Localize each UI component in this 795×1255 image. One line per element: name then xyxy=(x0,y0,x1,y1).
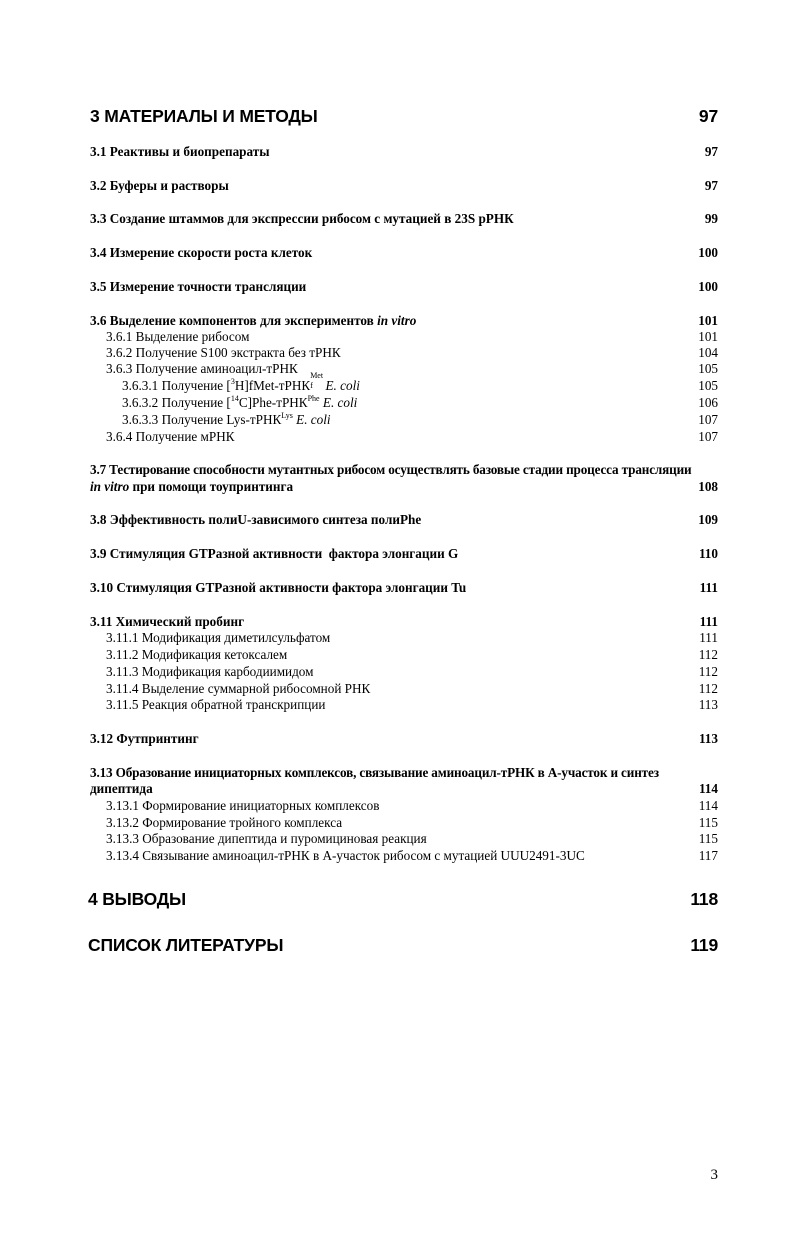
toc-page: 101 xyxy=(698,313,718,328)
toc-page: 115 xyxy=(698,815,718,830)
toc-title: 3.10 Стимуляция GTPазной активности фактора элонгации Tu xyxy=(90,580,467,595)
toc-title: 3.12 Футпринтинг xyxy=(90,731,199,746)
toc-page: 105 xyxy=(698,378,718,393)
toc-page: 117 xyxy=(698,848,718,863)
toc-page: 107 xyxy=(698,429,718,444)
toc-page: 119 xyxy=(690,935,718,955)
toc-page: 112 xyxy=(698,664,718,679)
toc-title: 3.2 Буферы и растворы xyxy=(90,178,229,193)
toc-title: 3.11 Химический пробинг xyxy=(90,614,245,629)
toc-title: 3.5 Измерение точности трансляции xyxy=(90,279,307,294)
toc-title-line2: in vitro при помощи тоупринтинга xyxy=(90,479,294,494)
toc-page: 106 xyxy=(698,395,718,410)
toc-page: 100 xyxy=(698,279,718,294)
toc-title-line1: 3.13 Образование инициаторных комплексов, связывание аминоацил-тРНК в А-участок и синтез xyxy=(90,765,659,780)
toc-title: 3.9 Стимуляция GTPазной активности фактора элонгации G xyxy=(90,546,459,561)
toc-title: 3.8 Эффективность полиU-зависимого синтеза полиPhe xyxy=(90,512,422,527)
toc-title: 3.13.4 Связывание аминоацил-тРНК в А-участок рибосом с мутацией UUU2491-3UC xyxy=(106,848,585,863)
toc-title: 3.6.3.2 Получение [$^{14}$C]Phe-тРНК$^{Phe}$ E. coli xyxy=(122,393,358,410)
toc-title: 3.4 Измерение скорости роста клеток xyxy=(90,245,313,260)
toc-page: 101 xyxy=(698,329,718,344)
toc-page: 112 xyxy=(698,647,718,662)
toc-page: 111 xyxy=(699,630,718,645)
toc-page: 118 xyxy=(690,889,718,909)
toc-title: 3.13.2 Формирование тройного комплекса xyxy=(106,815,343,830)
toc-page: 109 xyxy=(698,512,718,527)
toc-title: 3.11.4 Выделение суммарной рибосомной РНК xyxy=(106,681,371,696)
toc-page: 97 xyxy=(704,178,718,193)
toc-title: 4 ВЫВОДЫ xyxy=(88,889,186,909)
toc-title: СПИСОК ЛИТЕРАТУРЫ xyxy=(88,935,284,955)
toc-title: 3.6 Выделение компонентов для экспериментов in vitro xyxy=(90,313,417,328)
toc-title-line2: дипептида xyxy=(90,781,153,796)
toc-title: 3 МАТЕРИАЛЫ И МЕТОДЫ xyxy=(90,106,318,126)
toc-page: 115 xyxy=(698,831,718,846)
toc-title: 3.3 Создание штаммов для экспрессии рибосом с мутацией в 23S рРНК xyxy=(90,211,514,226)
toc-page: 114 xyxy=(698,781,718,796)
toc-title-line1: 3.7 Тестирование способности мутантных рибосом осуществлять базовые стадии процесса трансляции xyxy=(90,462,692,477)
toc-page: 111 xyxy=(699,614,718,629)
toc-title: 3.6.3.1 Получение [$^3$H]fMet-тРНК Met f E. coli xyxy=(122,371,360,393)
toc-page: 111 xyxy=(699,580,718,595)
toc-title: 3.6.3.3 Получение Lys-тРНК$^{Lys}$ E. coli xyxy=(122,410,331,427)
toc-title: 3.6.4 Получение мРНК xyxy=(106,429,235,444)
toc-title: 3.11.5 Реакция обратной транскрипции xyxy=(106,697,326,712)
toc-page: 114 xyxy=(698,798,718,813)
toc-page: 97 xyxy=(704,144,718,159)
toc-title: 3.1 Реактивы и биопрепараты xyxy=(90,144,270,159)
toc-page: 107 xyxy=(698,412,718,427)
toc-page: 110 xyxy=(698,546,718,561)
toc-page: 104 xyxy=(698,345,718,360)
page-number: 3 xyxy=(710,1167,718,1183)
toc-page: 112 xyxy=(698,681,718,696)
toc-title: 3.6.1 Выделение рибосом xyxy=(106,329,250,344)
toc-page: 105 xyxy=(698,361,718,376)
toc-title: 3.13.1 Формирование инициаторных комплексов xyxy=(106,798,380,813)
toc-title: 3.11.3 Модификация карбодиимидом xyxy=(106,664,314,679)
toc-title: 3.11.2 Модификация кетоксалем xyxy=(106,647,288,662)
toc-title: 3.11.1 Модификация диметилсульфатом xyxy=(106,630,331,645)
toc-page: 113 xyxy=(698,731,718,746)
toc-page: 108 xyxy=(698,479,718,494)
toc-title: 3.6.3 Получение аминоацил-тРНК xyxy=(106,361,298,376)
toc-page: 100 xyxy=(698,245,718,260)
toc-title: 3.6.2 Получение S100 экстракта без тРНК xyxy=(106,345,341,360)
toc-page: 99 xyxy=(704,211,718,226)
toc-page: 97 xyxy=(698,106,718,126)
toc-title: 3.13.3 Образование дипептида и пуромициновая реакция xyxy=(106,831,427,846)
toc-page: 113 xyxy=(698,697,718,712)
